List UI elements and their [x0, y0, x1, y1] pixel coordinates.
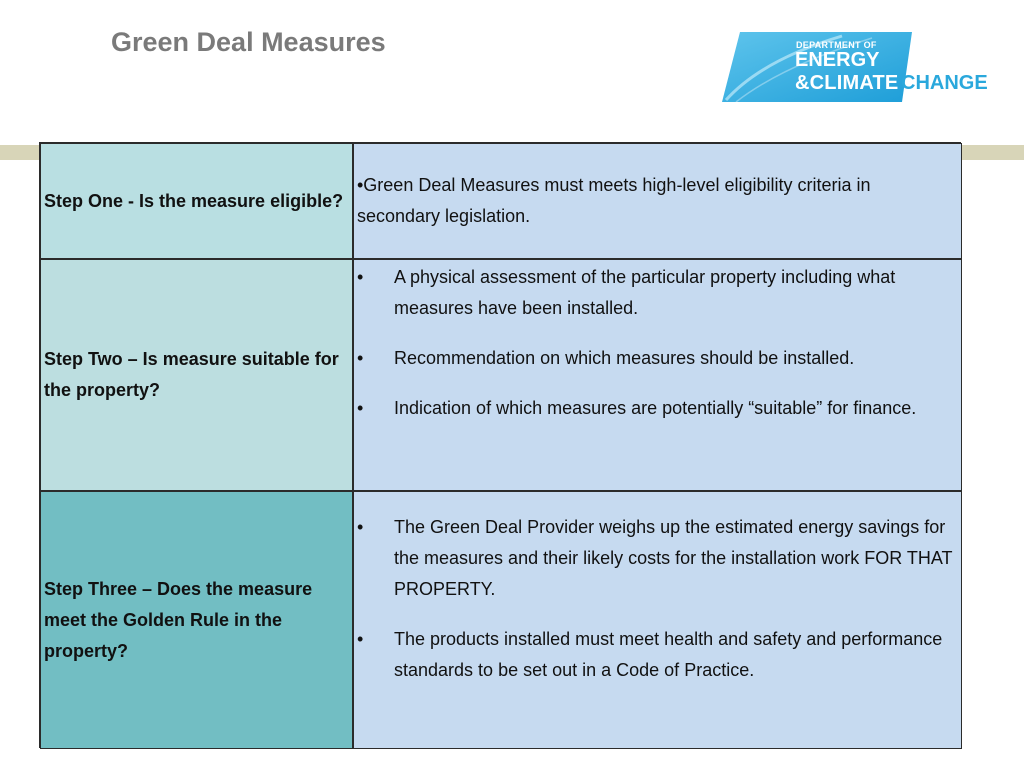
step-two-label: Step Two – Is measure suitable for the property? — [44, 349, 339, 400]
bullet-text: Indication of which measures are potentially “suitable” for finance. — [394, 398, 917, 418]
step-three-content — [353, 491, 962, 749]
step-three-label: Step Three – Does the measure meet the Golden Rule in the property? — [44, 578, 313, 661]
logo-line3: &CLIMATE — [795, 72, 899, 94]
step-two-content — [353, 259, 962, 491]
step-two-cell — [40, 259, 353, 491]
bullet-icon: • — [357, 629, 364, 649]
step-two-bullet-list — [354, 260, 961, 424]
logo-line1: DEPARTMENT OF — [796, 40, 877, 50]
bullet-icon: • — [357, 267, 364, 287]
list-item — [354, 512, 957, 605]
step-three-cell — [40, 491, 353, 749]
bullet-icon: • — [357, 517, 364, 537]
bullet-text: A physical assessment of the particular property including what measures have been installed. — [394, 267, 896, 318]
step-one-text: •Green Deal Measures must meets high-level eligibility criteria in secondary legislation. — [357, 175, 871, 226]
list-item — [354, 262, 957, 324]
bullet-icon: • — [357, 348, 364, 368]
step-one-label: Step One - Is the measure eligible? — [44, 190, 344, 211]
logo-line3-accent: CHANGE — [901, 72, 988, 94]
slide-title: Green Deal Measures — [111, 27, 386, 57]
step-one-content — [353, 143, 962, 259]
step-three-bullet-list — [354, 492, 961, 686]
bullet-text: The Green Deal Provider weighs up the estimated energy savings for the measures and their likely costs for the installation work FOR THAT PROPERTY. — [394, 517, 953, 599]
bullet-icon: • — [357, 398, 364, 418]
list-item — [354, 343, 957, 374]
logo-line2: ENERGY — [795, 49, 880, 71]
green-deal-steps-table — [39, 142, 961, 748]
bullet-text: Recommendation on which measures should be installed. — [394, 348, 855, 368]
list-item — [354, 393, 957, 424]
bullet-text: The products installed must meet health and safety and performance standards to be set out in a Code of Practice. — [394, 629, 943, 680]
step-one-cell — [40, 143, 353, 259]
list-item — [354, 624, 957, 686]
